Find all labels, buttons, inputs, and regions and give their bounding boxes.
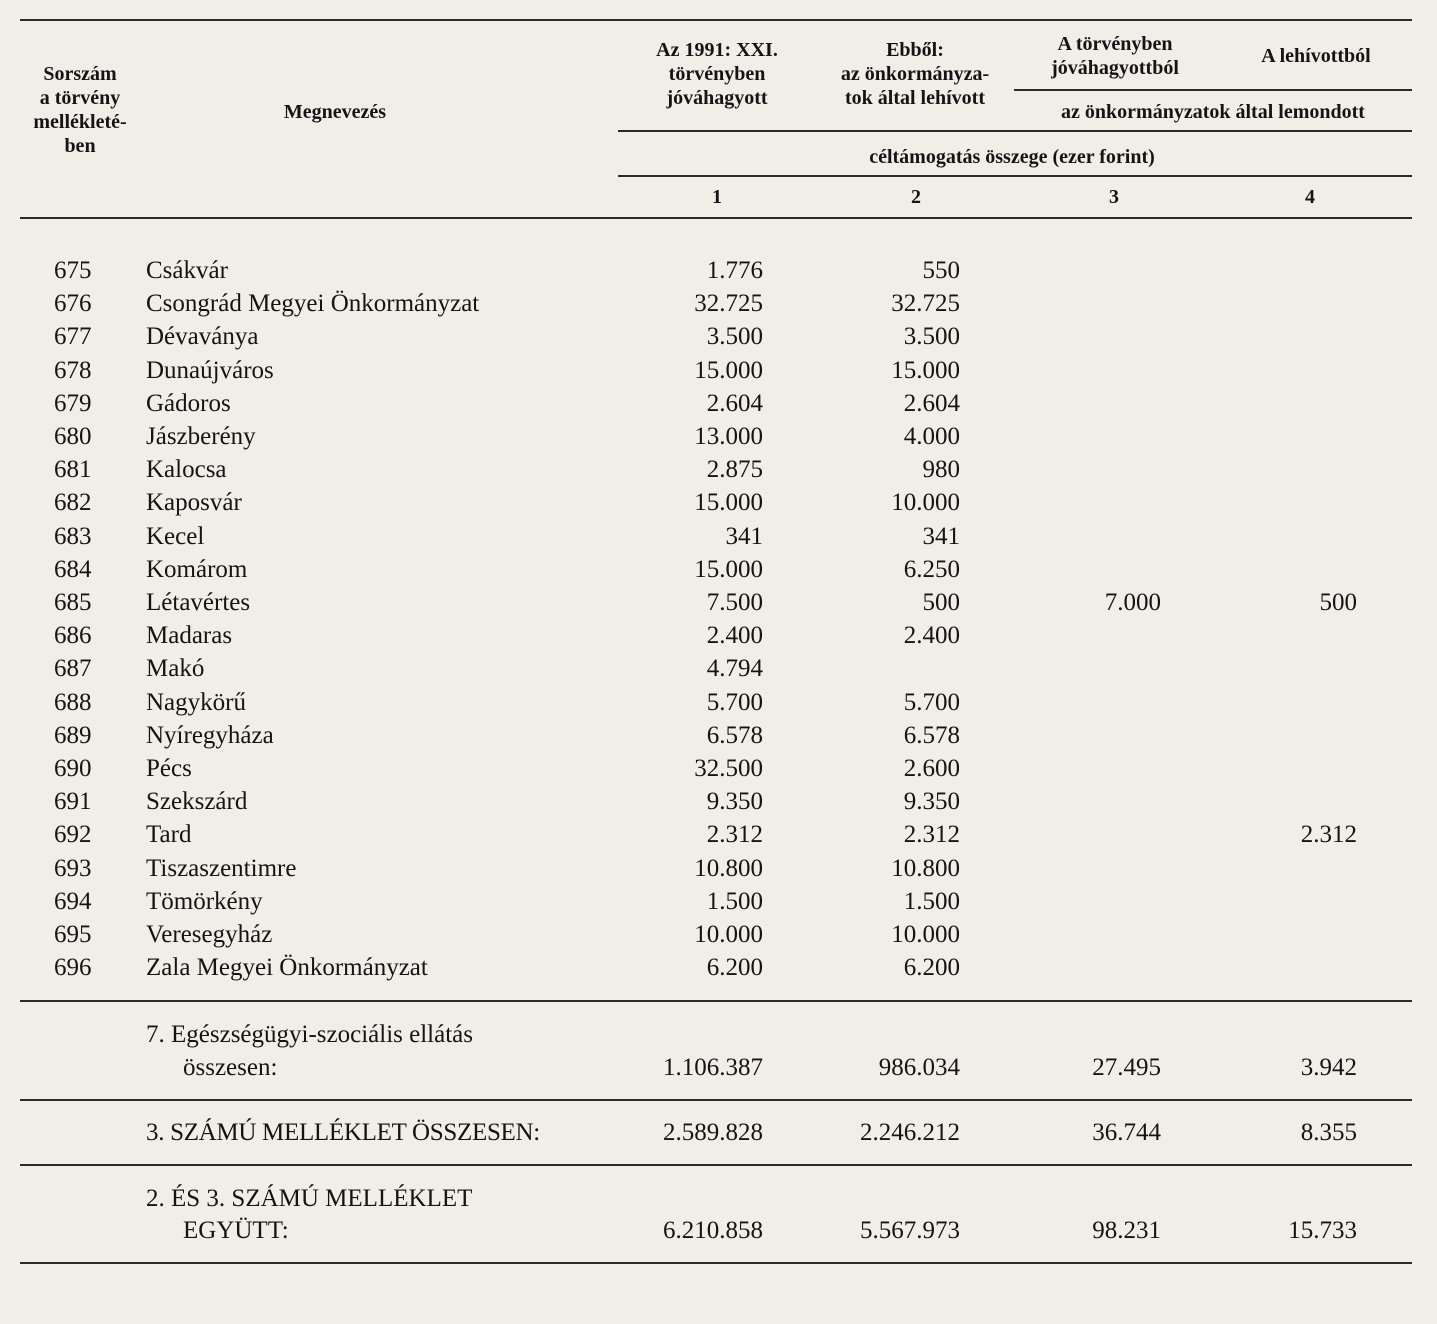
row-approved: 10.000 [694, 921, 763, 948]
header-subrule-3-4 [1014, 89, 1412, 91]
row-drawn: 10.000 [891, 489, 960, 517]
row-number: 681 [54, 456, 92, 484]
header-col-3-4-subheading: az önkormányzatok által lemondott [1061, 101, 1365, 123]
row-drawn: 2.400 [903, 622, 960, 650]
table-row [0, 719, 1437, 752]
annex23-value-3: 98.231 [1092, 1217, 1161, 1244]
annex3-label: 3. SZÁMÚ MELLÉKLET ÖSSZESEN: [146, 1119, 540, 1146]
row-name: Nagykörű [146, 688, 246, 716]
row-name: Szekszárd [146, 788, 248, 816]
row-drawn: 3.500 [903, 323, 960, 351]
header-subrule-unit [618, 130, 1412, 132]
row-number: 682 [54, 489, 92, 517]
row-approved: 2.312 [706, 821, 763, 849]
row-name: Tömörkény [146, 887, 263, 915]
row-approved: 13.000 [694, 423, 763, 450]
row-number: 688 [54, 688, 92, 716]
row-drawn: 1.500 [903, 887, 960, 915]
annex23-rule [20, 1164, 1412, 1166]
row-number: 693 [54, 854, 92, 882]
row-approved: 15.000 [694, 555, 763, 583]
row-number: 678 [54, 356, 92, 384]
row-name: Madaras [146, 622, 233, 650]
row-approved: 32.500 [694, 755, 763, 782]
row-name: Tard [146, 821, 192, 849]
row-drawn: 2.600 [903, 755, 960, 782]
row-number: 692 [54, 821, 92, 849]
row-drawn: 6.578 [903, 721, 960, 749]
row-number: 683 [54, 522, 92, 550]
table-row [0, 254, 1437, 287]
section7-value-3: 27.495 [1092, 1054, 1161, 1081]
row-waived-drawn: 2.312 [1300, 821, 1357, 849]
row-drawn: 6.200 [903, 954, 960, 982]
row-approved: 1.500 [706, 887, 763, 915]
annex23-label-line2: EGYÜTT: [183, 1217, 289, 1244]
row-name: Kecel [146, 522, 205, 550]
row-drawn: 32.725 [891, 290, 960, 318]
row-number: 685 [54, 589, 92, 616]
row-drawn: 2.312 [903, 821, 960, 849]
row-approved: 7.500 [706, 589, 763, 616]
row-number: 680 [54, 423, 92, 450]
top-rule [20, 19, 1412, 21]
annex3-value-2: 2.246.212 [860, 1119, 960, 1146]
header-text: A törvényben [1057, 33, 1173, 55]
row-drawn: 341 [922, 522, 960, 550]
row-approved: 10.800 [694, 854, 763, 882]
table-row [0, 453, 1437, 486]
row-approved: 341 [725, 522, 763, 550]
table-row [0, 852, 1437, 885]
row-name: Makó [146, 655, 205, 683]
header-bottom-rule [20, 217, 1412, 219]
annex3-value-1: 2.589.828 [663, 1119, 763, 1146]
row-number: 689 [54, 721, 92, 749]
table-row [0, 885, 1437, 918]
section7-value-1: 1.106.387 [663, 1054, 763, 1081]
section7-value-4: 3.942 [1300, 1054, 1357, 1081]
header-number-2: 2 [911, 186, 921, 208]
header-number-1: 1 [712, 186, 722, 208]
table-row [0, 818, 1437, 851]
table-row [0, 354, 1437, 387]
row-drawn: 500 [922, 589, 960, 616]
table-row [0, 320, 1437, 353]
row-approved: 2.400 [706, 622, 763, 650]
annex3-value-3: 36.744 [1092, 1119, 1161, 1146]
header-text: ben [64, 135, 96, 157]
row-approved: 1.776 [706, 257, 763, 284]
header-col-name: Megnevezés [283, 101, 387, 123]
row-name: Pécs [146, 755, 192, 782]
row-name: Nyíregyháza [146, 721, 274, 749]
row-name: Létavértes [146, 589, 251, 616]
row-waived-approved: 7.000 [1104, 589, 1161, 616]
row-approved: 5.700 [706, 688, 763, 716]
table-row [0, 553, 1437, 586]
row-drawn: 6.250 [903, 555, 960, 583]
section-rule [20, 1000, 1412, 1002]
header-col-4: A lehívottból [1261, 45, 1371, 67]
table-row [0, 652, 1437, 685]
header-col-1 [628, 38, 806, 110]
table-row [0, 619, 1437, 652]
annex23-value-2: 5.567.973 [860, 1217, 960, 1244]
header-col-2 [822, 38, 1008, 110]
annex3-rule [20, 1099, 1412, 1101]
table-row [0, 785, 1437, 818]
header-text: tok által lehívott [845, 87, 985, 109]
row-number: 694 [54, 887, 92, 915]
header-col-3 [1020, 32, 1210, 80]
row-number: 687 [54, 655, 92, 683]
section7-label-line2: összesen: [183, 1054, 278, 1081]
row-name: Komárom [146, 555, 248, 583]
table-row [0, 951, 1437, 984]
table-row [0, 520, 1437, 553]
row-approved: 6.200 [706, 954, 763, 982]
row-number: 686 [54, 622, 92, 650]
header-unit: céltámogatás összege (ezer forint) [869, 146, 1155, 168]
header-text: jóváhagyott [666, 87, 768, 109]
row-drawn: 10.000 [891, 921, 960, 948]
row-drawn: 15.000 [891, 356, 960, 384]
row-drawn: 4.000 [903, 423, 960, 450]
row-number: 676 [54, 290, 92, 318]
row-number: 696 [54, 954, 92, 982]
table-row [0, 686, 1437, 719]
header-text: Sorszám [43, 63, 117, 85]
row-drawn: 550 [922, 257, 960, 284]
table-row [0, 752, 1437, 785]
row-name: Kalocsa [146, 456, 227, 484]
row-name: Csongrád Megyei Önkormányzat [146, 290, 480, 318]
table-row [0, 287, 1437, 320]
header-subrule-numbers [618, 175, 1412, 177]
annex3-value-4: 8.355 [1300, 1119, 1357, 1146]
row-number: 690 [54, 755, 92, 782]
annex23-label-line1: 2. ÉS 3. SZÁMÚ MELLÉKLET [146, 1185, 473, 1212]
row-name: Dévaványa [146, 323, 259, 351]
annex23-value-4: 15.733 [1288, 1217, 1357, 1244]
row-name: Csákvár [146, 257, 228, 284]
row-number: 679 [54, 389, 92, 417]
table-row [0, 918, 1437, 951]
row-name: Kaposvár [146, 489, 242, 517]
header-number-4: 4 [1305, 186, 1315, 208]
row-name: Jászberény [146, 423, 256, 450]
header-text: jóváhagyottból [1051, 57, 1179, 79]
section7-value-2: 986.034 [878, 1054, 960, 1081]
row-name: Zala Megyei Önkormányzat [146, 954, 428, 982]
row-number: 675 [54, 257, 92, 284]
row-approved: 9.350 [706, 788, 763, 816]
header-text: Ebből: [886, 39, 944, 61]
header-text: Az 1991: XXI. [656, 39, 778, 61]
row-drawn: 10.800 [891, 854, 960, 882]
header-text: a törvény [39, 87, 121, 109]
annex23-value-1: 6.210.858 [663, 1217, 763, 1244]
row-name: Tiszaszentimre [146, 854, 297, 882]
row-approved: 32.725 [694, 290, 763, 318]
header-number-3: 3 [1109, 186, 1119, 208]
row-drawn: 2.604 [903, 389, 960, 417]
row-number: 695 [54, 921, 92, 948]
row-approved: 15.000 [694, 356, 763, 384]
row-approved: 2.875 [706, 456, 763, 484]
row-approved: 6.578 [706, 721, 763, 749]
row-name: Gádoros [146, 389, 231, 417]
row-drawn: 9.350 [903, 788, 960, 816]
row-approved: 3.500 [706, 323, 763, 351]
table-row [0, 586, 1437, 619]
table-row [0, 486, 1437, 519]
header-text: törvényben [668, 63, 766, 85]
row-name: Veresegyház [146, 921, 273, 948]
table-row [0, 387, 1437, 420]
row-number: 677 [54, 323, 92, 351]
table-row [0, 420, 1437, 453]
bottom-rule [20, 1262, 1412, 1264]
row-approved: 4.794 [706, 655, 763, 683]
row-waived-drawn: 500 [1319, 589, 1357, 616]
row-drawn: 980 [922, 456, 960, 484]
header-text: mellékleté- [33, 111, 127, 133]
section7-label-line1: 7. Egészségügyi-szociális ellátás [146, 1021, 473, 1048]
row-approved: 15.000 [694, 489, 763, 517]
row-drawn: 5.700 [903, 688, 960, 716]
row-number: 684 [54, 555, 92, 583]
header-col-number [22, 62, 138, 158]
row-number: 691 [54, 788, 92, 816]
row-name: Dunaújváros [146, 356, 274, 384]
header-text: az önkormányza- [840, 63, 990, 85]
row-approved: 2.604 [706, 389, 763, 417]
